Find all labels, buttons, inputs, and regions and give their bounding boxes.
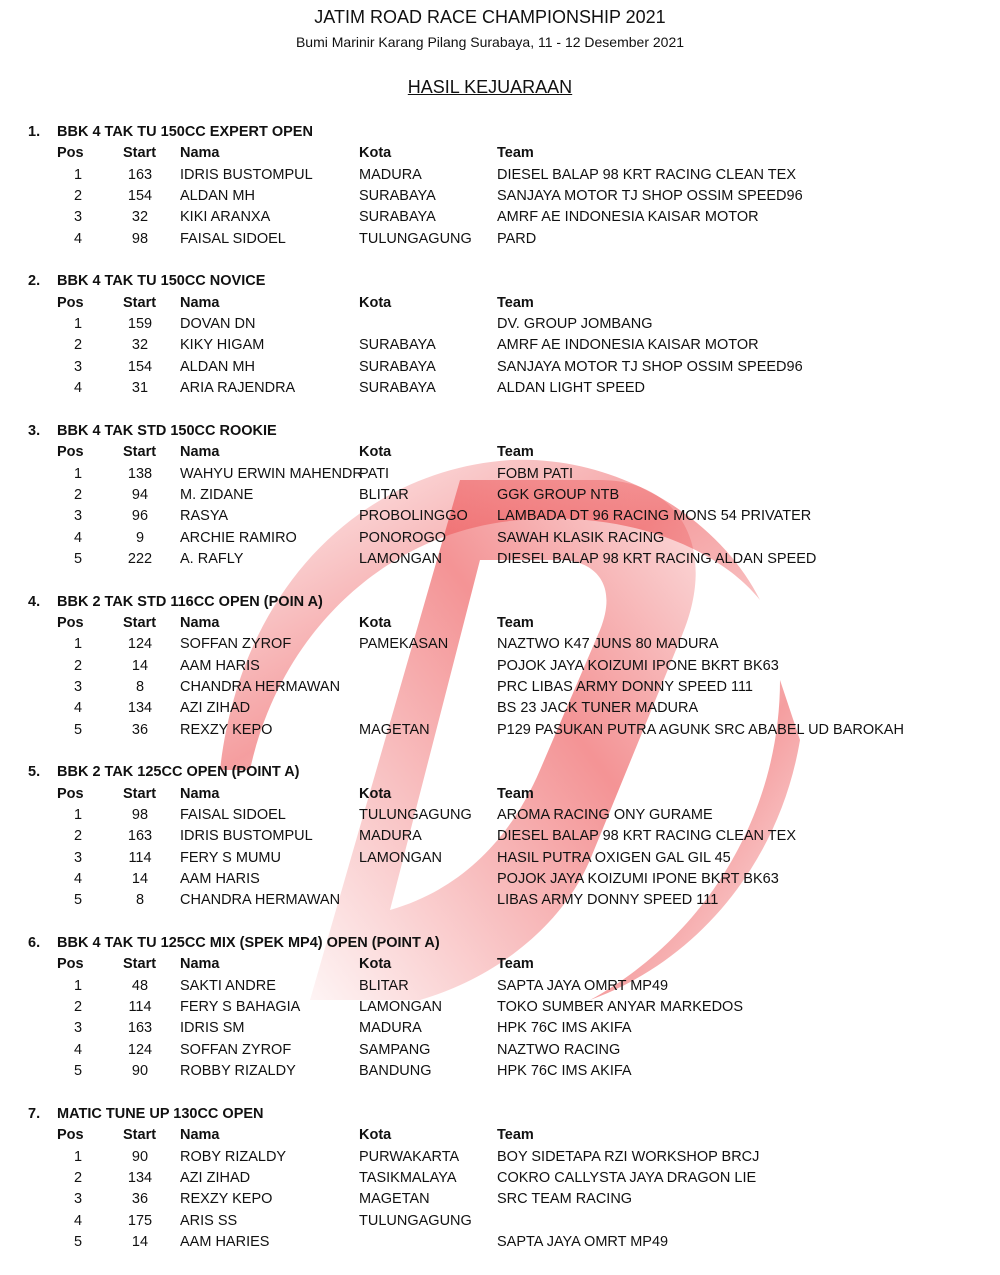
row-kota: TASIKMALAYA — [359, 1169, 457, 1186]
row-pos: 1 — [73, 1148, 83, 1165]
row-start: 114 — [128, 849, 152, 866]
row-pos: 3 — [73, 1020, 83, 1037]
table-row — [0, 186, 1000, 207]
row-start: 222 — [127, 550, 153, 567]
row-pos: 4 — [73, 1212, 83, 1229]
row-kota: LAMONGAN — [359, 550, 442, 567]
row-pos: 3 — [73, 1191, 83, 1208]
row-nama: WAHYU ERWIN MAHENDR — [180, 465, 363, 482]
section-title: MATIC TUNE UP 130CC OPEN — [57, 1105, 264, 1122]
row-start: 8 — [135, 892, 145, 909]
row-nama: AZI ZIHAD — [180, 700, 251, 717]
row-nama: IDRIS BUSTOMPUL — [180, 828, 313, 845]
col-header-start: Start — [123, 444, 157, 461]
table-row — [0, 634, 1000, 655]
column-headers — [0, 613, 1000, 634]
col-header-start: Start — [123, 614, 157, 631]
row-kota: BLITAR — [359, 486, 409, 503]
table-row — [0, 378, 1000, 399]
col-header-kota: Kota — [359, 1127, 392, 1144]
col-header-nama: Nama — [180, 145, 220, 162]
row-nama: ROBBY RIZALDY — [180, 1063, 296, 1080]
table-row — [0, 528, 1000, 549]
column-headers — [0, 954, 1000, 975]
row-team: POJOK JAYA KOIZUMI IPONE BKRT BK63 — [497, 871, 779, 888]
col-header-kota: Kota — [359, 444, 392, 461]
row-team: GGK GROUP NTB — [497, 486, 620, 503]
spacer — [0, 912, 1000, 933]
table-row — [0, 549, 1000, 570]
spacer — [0, 1082, 1000, 1103]
row-kota: PATI — [359, 465, 390, 482]
row-pos: 5 — [73, 721, 83, 738]
col-header-start: Start — [123, 785, 157, 802]
section-title: BBK 4 TAK TU 125CC MIX (SPEK MP4) OPEN (POINT A) — [57, 935, 440, 952]
row-pos: 4 — [73, 871, 83, 888]
row-team: HPK 76C IMS AKIFA — [497, 1063, 632, 1080]
row-kota: MADURA — [359, 1020, 422, 1037]
row-team: AROMA RACING ONY GURAME — [497, 807, 713, 823]
col-header-kota: Kota — [359, 145, 392, 162]
results-heading-text: HASIL KEJUARAAN — [407, 77, 573, 97]
table-row — [0, 1211, 1000, 1232]
row-start: 98 — [131, 807, 149, 823]
row-kota: BANDUNG — [359, 1063, 432, 1080]
row-team: DIESEL BALAP 98 KRT RACING CLEAN TEX — [497, 828, 796, 845]
row-kota: PROBOLINGGO — [359, 508, 468, 525]
row-pos: 4 — [73, 529, 83, 546]
row-pos: 1 — [73, 166, 83, 183]
row-nama: REXZY KEPO — [180, 721, 273, 738]
table-row — [0, 826, 1000, 847]
col-header-team: Team — [497, 294, 534, 311]
row-start: 32 — [131, 209, 149, 226]
row-pos: 3 — [73, 209, 83, 226]
row-kota: PAMEKASAN — [359, 636, 449, 653]
row-start: 31 — [131, 380, 149, 397]
table-row — [0, 485, 1000, 506]
row-start: 9 — [135, 529, 145, 546]
row-pos: 1 — [73, 465, 83, 482]
row-team: SAPTA JAYA OMRT MP49 — [497, 1233, 669, 1250]
col-header-pos: Pos — [57, 294, 84, 311]
section-header — [0, 1104, 1000, 1125]
row-pos: 1 — [73, 636, 83, 653]
row-team: FOBM PATI — [497, 465, 573, 482]
row-team: BOY SIDETAPA RZI WORKSHOP BRCJ — [497, 1148, 760, 1165]
col-header-nama: Nama — [180, 1127, 220, 1144]
section-title: BBK 2 TAK STD 116CC OPEN (POIN A) — [57, 593, 323, 610]
row-pos: 3 — [73, 678, 83, 695]
col-header-start: Start — [123, 145, 157, 162]
results-heading — [0, 77, 980, 98]
row-team: NAZTWO RACING — [497, 1041, 621, 1058]
row-kota: SURABAYA — [359, 209, 436, 226]
row-start: 124 — [127, 1041, 153, 1058]
section-number: 6. — [28, 935, 41, 952]
table-row — [0, 869, 1000, 890]
section-number: 1. — [28, 124, 41, 140]
row-kota: MADURA — [359, 828, 422, 845]
row-team: LAMBADA DT 96 RACING MONS 54 PRIVATER — [497, 508, 812, 525]
spacer — [0, 741, 1000, 762]
row-pos: 2 — [73, 999, 83, 1016]
row-nama: FERY S MUMU — [180, 849, 281, 866]
section-header — [0, 271, 1000, 292]
spacer — [0, 1253, 1000, 1274]
col-header-team: Team — [497, 444, 534, 461]
section-title: BBK 2 TAK 125CC OPEN (POINT A) — [57, 764, 300, 781]
row-pos: 2 — [73, 188, 83, 205]
row-team: PARD — [497, 230, 537, 247]
row-start: 90 — [131, 1148, 149, 1165]
row-start: 36 — [131, 1191, 149, 1208]
col-header-team: Team — [497, 614, 534, 631]
row-nama: A. RAFLY — [180, 550, 244, 567]
table-row — [0, 805, 1000, 826]
section-number: 4. — [28, 593, 41, 610]
section-header — [0, 762, 1000, 783]
row-pos: 5 — [73, 1063, 83, 1080]
col-header-kota: Kota — [359, 294, 392, 311]
row-kota: TULUNGAGUNG — [359, 1212, 472, 1229]
col-header-team: Team — [497, 785, 534, 802]
section-header — [0, 421, 1000, 442]
table-row — [0, 997, 1000, 1018]
row-pos: 5 — [73, 1233, 83, 1250]
row-nama: ALDAN MH — [180, 358, 255, 375]
row-nama: DOVAN DN — [180, 316, 256, 333]
row-team: AMRF AE INDONESIA KAISAR MOTOR — [497, 209, 759, 226]
spacer — [0, 250, 1000, 271]
table-row — [0, 890, 1000, 911]
row-nama: AAM HARIS — [180, 871, 260, 888]
row-team: DIESEL BALAP 98 KRT RACING CLEAN TEX — [497, 166, 796, 183]
row-nama: AZI ZIHAD — [180, 1169, 251, 1186]
row-nama: SAKTI ANDRE — [180, 977, 276, 994]
row-team: NAZTWO K47 JUNS 80 MADURA — [497, 636, 719, 653]
row-pos: 3 — [73, 849, 83, 866]
row-team: P129 PASUKAN PUTRA AGUNK SRC ABABEL UD BAROKAH — [497, 721, 904, 738]
row-pos: 2 — [73, 1169, 83, 1186]
col-header-pos: Pos — [57, 145, 84, 162]
table-row — [0, 506, 1000, 527]
row-nama: AAM HARIS — [180, 657, 260, 674]
section-number: 5. — [28, 764, 41, 781]
col-header-team: Team — [497, 1127, 534, 1144]
row-nama: IDRIS SM — [180, 1020, 245, 1037]
row-start: 96 — [131, 508, 149, 525]
row-team: SRC TEAM RACING — [497, 1191, 633, 1208]
column-headers — [0, 1125, 1000, 1146]
row-team: BS 23 JACK TUNER MADURA — [497, 700, 699, 717]
row-kota: LAMONGAN — [359, 999, 442, 1016]
row-kota: SURABAYA — [359, 188, 436, 205]
row-team: COKRO CALLYSTA JAYA DRAGON LIE — [497, 1169, 757, 1186]
row-start: 163 — [127, 1020, 153, 1037]
table-row — [0, 464, 1000, 485]
col-header-nama: Nama — [180, 785, 220, 802]
row-nama: ALDAN MH — [180, 188, 255, 205]
col-header-start: Start — [123, 294, 157, 311]
table-row — [0, 976, 1000, 997]
row-kota: TULUNGAGUNG — [359, 807, 472, 823]
row-kota: MAGETAN — [359, 721, 430, 738]
table-row — [0, 848, 1000, 869]
row-team: SANJAYA MOTOR TJ SHOP OSSIM SPEED96 — [497, 188, 803, 205]
table-row — [0, 656, 1000, 677]
row-kota: SURABAYA — [359, 337, 436, 354]
column-headers — [0, 143, 1000, 164]
document-subtitle: Bumi Marinir Karang Pilang Surabaya, 11 - 12 Desember 2021 — [295, 34, 685, 50]
row-start: 134 — [127, 1169, 153, 1186]
row-start: 138 — [127, 465, 153, 482]
row-kota: SURABAYA — [359, 380, 436, 397]
table-row — [0, 335, 1000, 356]
section-title: BBK 4 TAK TU 150CC EXPERT OPEN — [57, 124, 313, 140]
row-start: 14 — [131, 871, 149, 888]
row-pos: 4 — [73, 380, 83, 397]
row-nama: ARIS SS — [180, 1212, 238, 1229]
row-start: 124 — [127, 636, 153, 653]
row-team: DV. GROUP JOMBANG — [497, 316, 653, 333]
row-start: 8 — [135, 678, 145, 695]
table-row — [0, 229, 1000, 250]
table-row — [0, 677, 1000, 698]
col-header-kota: Kota — [359, 956, 392, 973]
section-number: 3. — [28, 422, 41, 439]
col-header-pos: Pos — [57, 785, 84, 802]
row-kota: PONOROGO — [359, 529, 447, 546]
row-start: 36 — [131, 721, 149, 738]
row-team: LIBAS ARMY DONNY SPEED 111 — [497, 892, 719, 909]
row-start: 163 — [127, 828, 153, 845]
document-title: JATIM ROAD RACE CHAMPIONSHIP 2021 — [314, 7, 666, 27]
row-team: HPK 76C IMS AKIFA — [497, 1020, 632, 1037]
row-pos: 5 — [73, 550, 83, 567]
column-headers — [0, 784, 1000, 805]
row-start: 154 — [127, 358, 153, 375]
section-number: 7. — [28, 1105, 41, 1122]
row-nama: M. ZIDANE — [180, 486, 254, 503]
race-section — [0, 1104, 1000, 1275]
row-nama: SOFFAN ZYROF — [180, 636, 292, 653]
row-nama: SOFFAN ZYROF — [180, 1041, 292, 1058]
race-section — [0, 592, 1000, 763]
row-nama: CHANDRA HERMAWAN — [180, 678, 341, 695]
row-nama: FERY S BAHAGIA — [180, 999, 301, 1016]
row-pos: 2 — [73, 828, 83, 845]
row-start: 114 — [128, 999, 152, 1016]
row-kota: LAMONGAN — [359, 849, 442, 866]
table-row — [0, 1018, 1000, 1039]
col-header-team: Team — [497, 145, 534, 162]
row-team: ALDAN LIGHT SPEED — [497, 380, 646, 397]
row-start: 98 — [131, 230, 149, 247]
row-kota: TULUNGAGUNG — [359, 230, 472, 247]
row-pos: 4 — [73, 1041, 83, 1058]
row-pos: 5 — [73, 892, 83, 909]
row-pos: 1 — [73, 316, 83, 333]
col-header-kota: Kota — [359, 785, 392, 802]
table-row — [0, 720, 1000, 741]
section-header — [0, 122, 1000, 143]
table-row — [0, 207, 1000, 228]
row-start: 159 — [127, 316, 153, 333]
col-header-pos: Pos — [57, 444, 84, 461]
section-title: BBK 4 TAK TU 150CC NOVICE — [57, 273, 266, 290]
col-header-start: Start — [123, 1127, 157, 1144]
row-start: 94 — [131, 486, 149, 503]
row-kota: MADURA — [359, 166, 422, 183]
row-kota: BLITAR — [359, 977, 409, 994]
row-team: SANJAYA MOTOR TJ SHOP OSSIM SPEED96 — [497, 358, 803, 375]
row-team: SAWAH KLASIK RACING — [497, 529, 665, 546]
row-team: PRC LIBAS ARMY DONNY SPEED 111 — [497, 678, 753, 695]
race-section — [0, 421, 1000, 592]
row-nama: ARCHIE RAMIRO — [180, 529, 297, 546]
row-pos: 1 — [73, 977, 83, 994]
col-header-pos: Pos — [57, 956, 84, 973]
col-header-nama: Nama — [180, 294, 220, 311]
col-header-nama: Nama — [180, 614, 220, 631]
table-row — [0, 1189, 1000, 1210]
section-number: 2. — [28, 273, 41, 290]
row-nama: ROBY RIZALDY — [180, 1148, 287, 1165]
row-pos: 3 — [73, 508, 83, 525]
row-pos: 4 — [73, 230, 83, 247]
row-nama: IDRIS BUSTOMPUL — [180, 166, 313, 183]
row-nama: FAISAL SIDOEL — [180, 807, 286, 823]
results-sections — [0, 122, 1000, 1275]
row-team: AMRF AE INDONESIA KAISAR MOTOR — [497, 337, 759, 354]
col-header-nama: Nama — [180, 956, 220, 973]
col-header-start: Start — [123, 956, 157, 973]
race-section — [0, 762, 1000, 933]
row-kota: SURABAYA — [359, 358, 436, 375]
col-header-kota: Kota — [359, 614, 392, 631]
row-team: HASIL PUTRA OXIGEN GAL GIL 45 — [497, 849, 731, 866]
table-row — [0, 165, 1000, 186]
row-start: 175 — [127, 1212, 153, 1229]
row-nama: FAISAL SIDOEL — [180, 230, 286, 247]
row-pos: 2 — [73, 657, 83, 674]
col-header-nama: Nama — [180, 444, 220, 461]
race-section — [0, 271, 1000, 420]
row-nama: CHANDRA HERMAWAN — [180, 892, 341, 909]
race-section — [0, 933, 1000, 1104]
row-nama: KIKY HIGAM — [180, 337, 265, 354]
row-kota: MAGETAN — [359, 1191, 430, 1208]
table-row — [0, 1147, 1000, 1168]
row-nama: KIKI ARANXA — [180, 209, 271, 226]
table-row — [0, 698, 1000, 719]
row-start: 32 — [131, 337, 149, 354]
column-headers — [0, 293, 1000, 314]
row-start: 163 — [127, 166, 153, 183]
row-team: DIESEL BALAP 98 KRT RACING ALDAN SPEED — [497, 550, 817, 567]
table-row — [0, 1232, 1000, 1253]
row-pos: 3 — [73, 358, 83, 375]
row-pos: 4 — [73, 700, 83, 717]
row-kota: PURWAKARTA — [359, 1148, 460, 1165]
row-nama: REXZY KEPO — [180, 1191, 273, 1208]
row-nama: AAM HARIES — [180, 1233, 270, 1250]
row-team: TOKO SUMBER ANYAR MARKEDOS — [497, 999, 744, 1016]
spacer — [0, 399, 1000, 420]
table-row — [0, 1168, 1000, 1189]
table-row — [0, 1061, 1000, 1082]
race-section — [0, 122, 1000, 271]
col-header-pos: Pos — [57, 614, 84, 631]
section-header — [0, 933, 1000, 954]
table-row — [0, 357, 1000, 378]
table-row — [0, 314, 1000, 335]
col-header-pos: Pos — [57, 1127, 84, 1144]
section-header — [0, 592, 1000, 613]
section-title: BBK 4 TAK STD 150CC ROOKIE — [57, 422, 277, 439]
col-header-team: Team — [497, 956, 534, 973]
row-start: 14 — [131, 1233, 149, 1250]
row-team: SAPTA JAYA OMRT MP49 — [497, 977, 669, 994]
row-team: POJOK JAYA KOIZUMI IPONE BKRT BK63 — [497, 657, 779, 674]
column-headers — [0, 442, 1000, 463]
row-start: 134 — [127, 700, 153, 717]
row-start: 154 — [127, 188, 153, 205]
row-start: 48 — [131, 977, 149, 994]
row-pos: 2 — [73, 337, 83, 354]
row-pos: 1 — [73, 807, 83, 823]
row-start: 90 — [131, 1063, 149, 1080]
row-nama: ARIA RAJENDRA — [180, 380, 296, 397]
row-kota: SAMPANG — [359, 1041, 431, 1058]
row-pos: 2 — [73, 486, 83, 503]
spacer — [0, 570, 1000, 591]
row-start: 14 — [131, 657, 149, 674]
row-nama: RASYA — [180, 508, 229, 525]
table-row — [0, 1040, 1000, 1061]
